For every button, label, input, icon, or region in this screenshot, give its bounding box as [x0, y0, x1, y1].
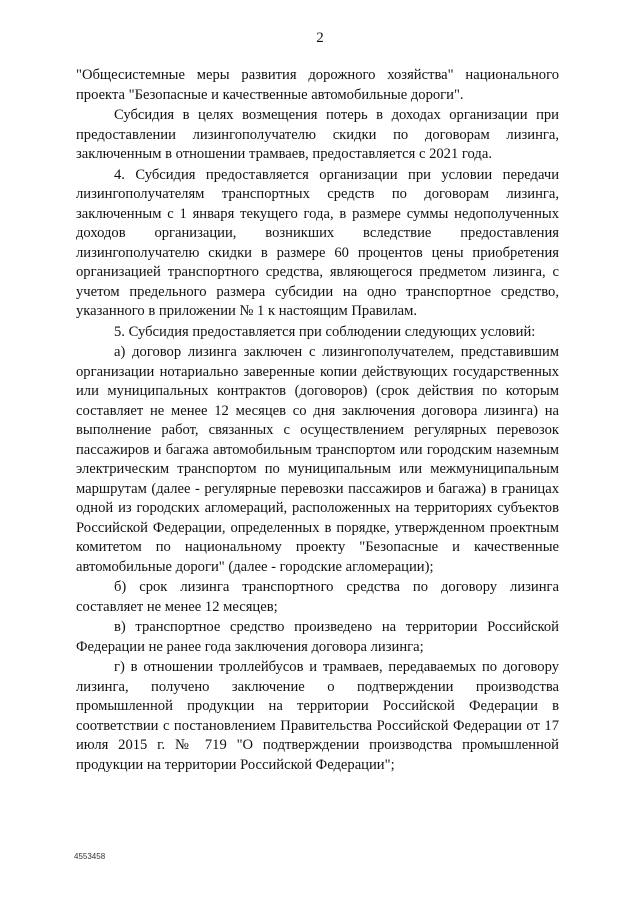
paragraph-continuation: "Общесистемные меры развития дорожного хозяйства" национального проекта "Безопасные и качественные автомобильные дороги". [76, 67, 559, 103]
paragraph-tram-subsidy: Субсидия в целях возмещения потерь в доходах организации при предоставлении лизингополучателю скидки по договорам лизинга, заключенным в отношении трамваев, предоставляется с 2021 года. [76, 107, 559, 162]
paragraph-condition-b: б) срок лизинга транспортного средства по договору лизинга составляет не менее 12 месяцев; [76, 579, 559, 615]
paragraph-condition-a: а) договор лизинга заключен с лизингополучателем, представившим организации нотариально заверенные копии действующих государственных или муниципальных контрактов (договоров) (срок действия по которым составляет не менее 12 месяцев со дня заключения договора лизинга) на выполнение работ, связанных с осуществлением регулярных перевозок пассажиров и багажа автомобильным транспортом или городским наземным электрическим транспортом по муниципальным или межмуниципальным маршрутам (далее - регулярные перевозки пассажиров и багажа) в границах одной из городских агломераций, расположенных на территориях субъектов Российской Федерации, определенных в порядке, утвержденном проектным комитетом по национальному проекту "Безопасные и качественные автомобильные дороги" (далее - городские агломерации); [76, 344, 559, 575]
paragraph-clause-4: 4. Субсидия предоставляется организации при условии передачи лизингополучателям транспортных средств по договорам лизинга, заключенным с 1 января текущего года, в размере суммы недополученных доходов организации, возникших вследствие предоставления лизингополучателю скидки в размере 60 процентов цены приобретения организацией транспортного средства, являющегося предметом лизинга, с учетом предельного размера субсидии на одно транспортное средство, указанного в приложении № 1 к настоящим Правилам. [76, 166, 559, 319]
paragraph-condition-v: в) транспортное средство произведено на территории Российской Федерации не ранее года заключения договора лизинга; [76, 619, 559, 655]
page-number: 2 [316, 30, 324, 46]
document-id: 4553458 [74, 852, 106, 861]
document-body [76, 66, 559, 775]
paragraph-condition-g: г) в отношении троллейбусов и трамваев, передаваемых по договору лизинга, получено заключение о подтверждении производства промышленной продукции на территории Российской Федерации в соответствии с постановлением Правительства Российской Федерации от 17 июля 2015 г. № 719 "О подтверждении производства промышленной продукции на территории Российской Федерации"; [76, 659, 559, 773]
paragraph-clause-5: 5. Субсидия предоставляется при соблюдении следующих условий: [114, 323, 536, 340]
